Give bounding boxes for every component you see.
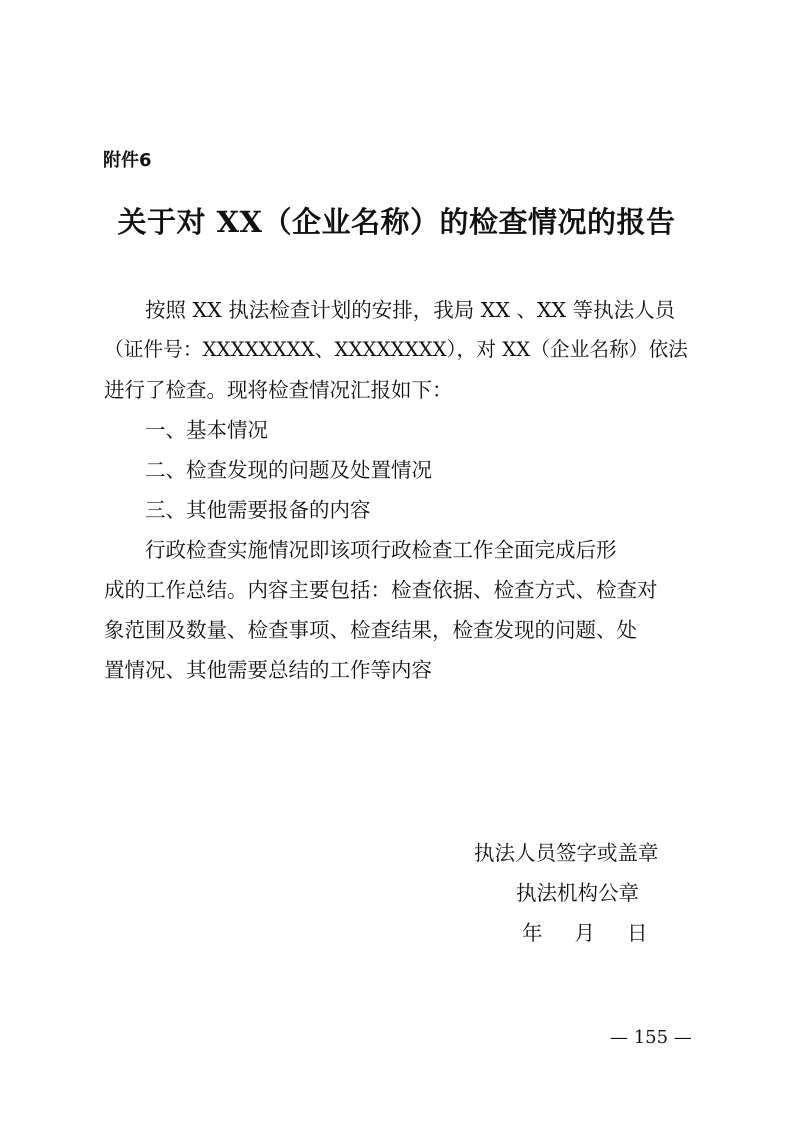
attachment-label: 附件6 xyxy=(103,150,152,171)
date-month-label: 月 xyxy=(574,921,595,945)
section-heading-1: 一、基本情况 xyxy=(145,418,268,442)
intro-line-3: 进行了检查。现将检查情况汇报如下： xyxy=(104,378,453,402)
signer-signature-line: 执法人员签字或盖章 xyxy=(474,841,659,865)
summary-line-4: 置情况、其他需要总结的工作等内容 xyxy=(104,658,432,682)
summary-line-2: 成的工作总结。内容主要包括：检查依据、检查方式、检查对 xyxy=(104,578,658,602)
document-title: 关于对 XX（企业名称）的检查情况的报告 xyxy=(117,205,676,239)
date-line xyxy=(522,916,648,946)
page-number: — 155 — xyxy=(610,1027,692,1048)
section-heading-3: 三、其他需要报备的内容 xyxy=(145,498,371,522)
agency-seal-line: 执法机构公章 xyxy=(516,881,639,905)
date-day-label: 日 xyxy=(627,921,648,945)
intro-line-2: （证件号：XXXXXXXX、XXXXXXXX），对 XX（企业名称）依法 xyxy=(104,338,688,361)
intro-line-1: 按照 XX 执法检查计划的安排，我局 XX 、XX 等执法人员 xyxy=(145,298,676,322)
document-body xyxy=(104,290,694,690)
date-year-label: 年 xyxy=(522,921,543,945)
section-heading-2: 二、检查发现的问题及处置情况 xyxy=(145,458,432,482)
summary-line-1: 行政检查实施情况即该项行政检查工作全面完成后形 xyxy=(145,538,617,562)
summary-line-3: 象范围及数量、检查事项、检查结果，检查发现的问题、处 xyxy=(104,618,637,642)
